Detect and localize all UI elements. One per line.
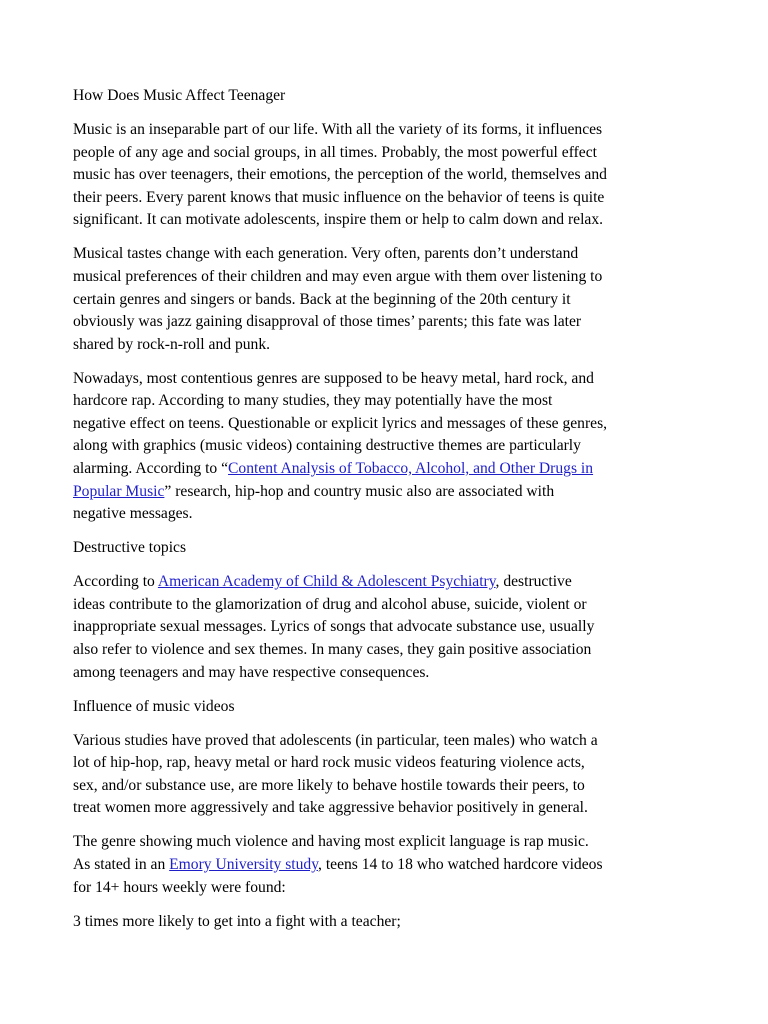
aacap-link[interactable]: American Academy of Child & Adolescent Psychiatry — [157, 573, 496, 591]
popular-music-link[interactable]: Popular Music — [73, 482, 165, 500]
text-line: As stated in an Emory University study, teens 14 to 18 who watched hardcore videos — [73, 855, 603, 873]
paragraph-rap-music — [73, 831, 713, 899]
text-line: musical preferences of their children and may even argue with them over listening to — [73, 267, 603, 285]
paragraph-music-videos — [73, 730, 713, 820]
paragraph-contentious-genres — [73, 368, 713, 526]
text-line: ideas contribute to the glamorization of drug and alcohol abuse, suicide, violent or — [73, 595, 587, 613]
content-analysis-link[interactable]: Content Analysis of Tobacco, Alcohol, and Other Drugs in — [228, 460, 594, 478]
document-page — [73, 85, 713, 945]
text-line: treat women more aggressively and take aggressive behavior positively in general. — [73, 799, 588, 817]
text-line: hardcore rap. According to many studies, they may potentially have the most — [73, 392, 553, 410]
text-line: music has over teenagers, their emotions, the perception of the world, themselves and — [73, 166, 607, 184]
paragraph-fight-teacher — [73, 911, 713, 934]
text-line: people of any age and social groups, in all times. Probably, the most powerful effect — [73, 143, 597, 161]
text-line: significant. It can motivate adolescents, inspire them or help to calm down and relax. — [73, 211, 604, 229]
text-line: among teenagers and may have respective consequences. — [73, 663, 430, 681]
text-line: lot of hip-hop, rap, heavy metal or hard rock music videos featuring violence acts, — [73, 754, 585, 772]
heading-music-videos: Influence of music videos — [73, 697, 235, 715]
text-line: negative effect on teens. Questionable or explicit lyrics and messages of these genres, — [73, 414, 608, 432]
paragraph-intro — [73, 119, 713, 232]
text-line: 3 times more likely to get into a fight with a teacher; — [73, 912, 401, 930]
text-line: along with graphics (music videos) containing destructive themes are particularly — [73, 437, 581, 455]
text-line: Music is an inseparable part of our life. With all the variety of its forms, it influences — [73, 120, 603, 138]
text-line: Musical tastes change with each generation. Very often, parents don’t understand — [73, 245, 579, 263]
paragraph-musical-tastes — [73, 243, 713, 356]
text-line: certain genres and singers or bands. Back at the beginning of the 20th century it — [73, 290, 571, 308]
text-line: Various studies have proved that adolescents (in particular, teen males) who watch a — [73, 731, 598, 749]
text-line: negative messages. — [73, 505, 193, 523]
text-line: alarming. According to “Content Analysis of Tobacco, Alcohol, and Other Drugs in — [73, 460, 594, 478]
heading-destructive-topics: Destructive topics — [73, 539, 187, 557]
text-line: for 14+ hours weekly were found: — [73, 878, 286, 896]
emory-study-link[interactable]: Emory University study — [169, 855, 319, 873]
text-line: also refer to violence and sex themes. In many cases, they gain positive association — [73, 641, 592, 659]
paragraph-destructive-ideas — [73, 571, 713, 684]
text-line: obviously was jazz gaining disapproval of those times’ parents; this fate was later — [73, 313, 582, 331]
text-line: their peers. Every parent knows that music influence on the behavior of teens is quite — [73, 188, 605, 206]
text-line: Popular Music” research, hip-hop and country music also are associated with — [73, 482, 555, 500]
text-line: Nowadays, most contentious genres are supposed to be heavy metal, hard rock, and — [73, 369, 594, 387]
text-line: According to American Academy of Child & Adolescent Psychiatry, destructive — [73, 573, 572, 591]
text-line: The genre showing much violence and having most explicit language is rap music. — [73, 833, 589, 851]
text-line: shared by rock-n-roll and punk. — [73, 335, 271, 353]
text-line: inappropriate sexual messages. Lyrics of songs that advocate substance use, usually — [73, 618, 595, 636]
document-title: How Does Music Affect Teenager — [73, 87, 286, 104]
text-line: sex, and/or substance use, are more likely to behave hostile towards their peers, to — [73, 776, 585, 794]
